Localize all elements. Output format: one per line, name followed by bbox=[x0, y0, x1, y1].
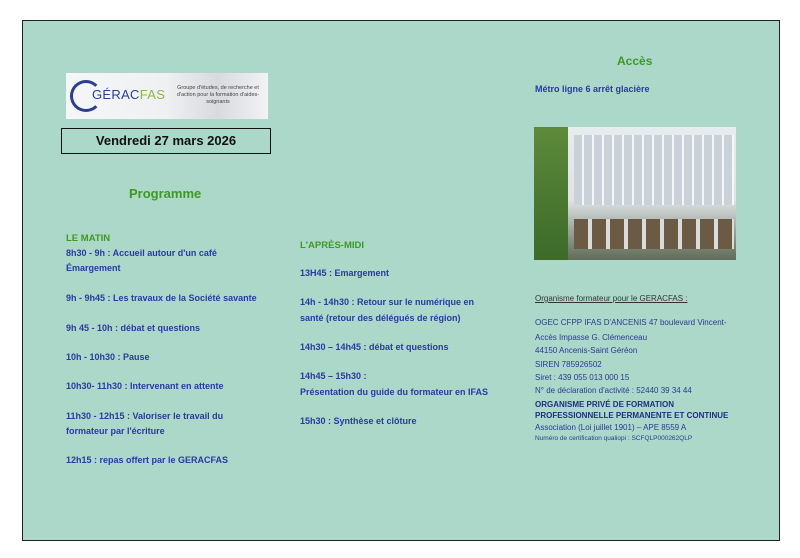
event-date: Vendredi 27 mars 2026 bbox=[61, 128, 271, 154]
afternoon-item: santé (retour des délégués de région) bbox=[300, 313, 461, 323]
building-photo bbox=[534, 127, 736, 260]
organisme-association: Association (Loi juillet 1901) – APE 8559 A bbox=[535, 423, 687, 432]
afternoon-item: 13H45 : Emargement bbox=[300, 268, 390, 278]
morning-item: 11h30 - 12h15 : Valoriser le travail du bbox=[66, 411, 224, 421]
morning-title: LE MATIN bbox=[66, 233, 111, 244]
organisme-line: N° de déclaration d'activité : 52440 39 34 44 bbox=[535, 386, 692, 395]
morning-item: Émargement bbox=[66, 263, 121, 273]
morning-item: 12h15 : repas offert par le GERACFAS bbox=[66, 455, 229, 465]
organisme-line: 44150 Ancenis-Saint Géréon bbox=[535, 346, 638, 355]
afternoon-item: 14h - 14h30 : Retour sur le numérique en bbox=[300, 297, 475, 307]
access-title: Accès bbox=[617, 54, 653, 68]
morning-item: 10h - 10h30 : Pause bbox=[66, 352, 150, 362]
organisme-line: Siret : 439 055 013 000 15 bbox=[535, 373, 630, 382]
organisme-heading: Organisme formateur pour le GERACFAS : bbox=[535, 294, 688, 303]
logo-text-fas: FAS bbox=[139, 87, 166, 102]
geracfas-logo bbox=[66, 73, 268, 119]
organisme-line: SIREN 785926502 bbox=[535, 360, 602, 369]
morning-item: 9h - 9h45 : Les travaux de la Société savante bbox=[66, 293, 257, 303]
afternoon-item: 14h30 – 14h45 : débat et questions bbox=[300, 342, 449, 352]
logo-text: GÉRAC bbox=[92, 87, 140, 102]
programme-title: Programme bbox=[129, 186, 202, 201]
organisme-bold: PROFESSIONNELLE PERMANENTE ET CONTINUE bbox=[535, 411, 729, 420]
flyer-page bbox=[22, 20, 780, 541]
morning-item: 10h30- 11h30 : Intervenant en attente bbox=[66, 381, 224, 391]
logo-tagline: Groupe d'études, de recherche et d'action pour la formation d'aides-soignants bbox=[176, 85, 260, 105]
morning-item: formateur par l'écriture bbox=[66, 426, 165, 436]
organisme-bold: ORGANISME PRIVÉ DE FORMATION bbox=[535, 400, 674, 409]
afternoon-item: Présentation du guide du formateur en IFAS bbox=[300, 387, 489, 397]
afternoon-item: 14h45 – 15h30 : bbox=[300, 371, 367, 381]
metro-info: Métro ligne 6 arrêt glacière bbox=[535, 84, 650, 94]
organisme-qualiopi: Numéro de certification qualiopi : SCFQLP000262QLP bbox=[535, 435, 693, 442]
morning-item: 8h30 - 9h : Accueil autour d'un café bbox=[66, 248, 217, 258]
morning-item: 9h 45 - 10h : débat et questions bbox=[66, 323, 201, 333]
organisme-line: Accès Impasse G. Clémenceau bbox=[535, 333, 648, 342]
organisme-line: OGEC CFPP IFAS D'ANCENIS 47 boulevard Vincent- bbox=[535, 318, 727, 327]
afternoon-title: L'APRÈS-MIDI bbox=[300, 240, 365, 251]
afternoon-item: 15h30 : Synthèse et clôture bbox=[300, 416, 417, 426]
